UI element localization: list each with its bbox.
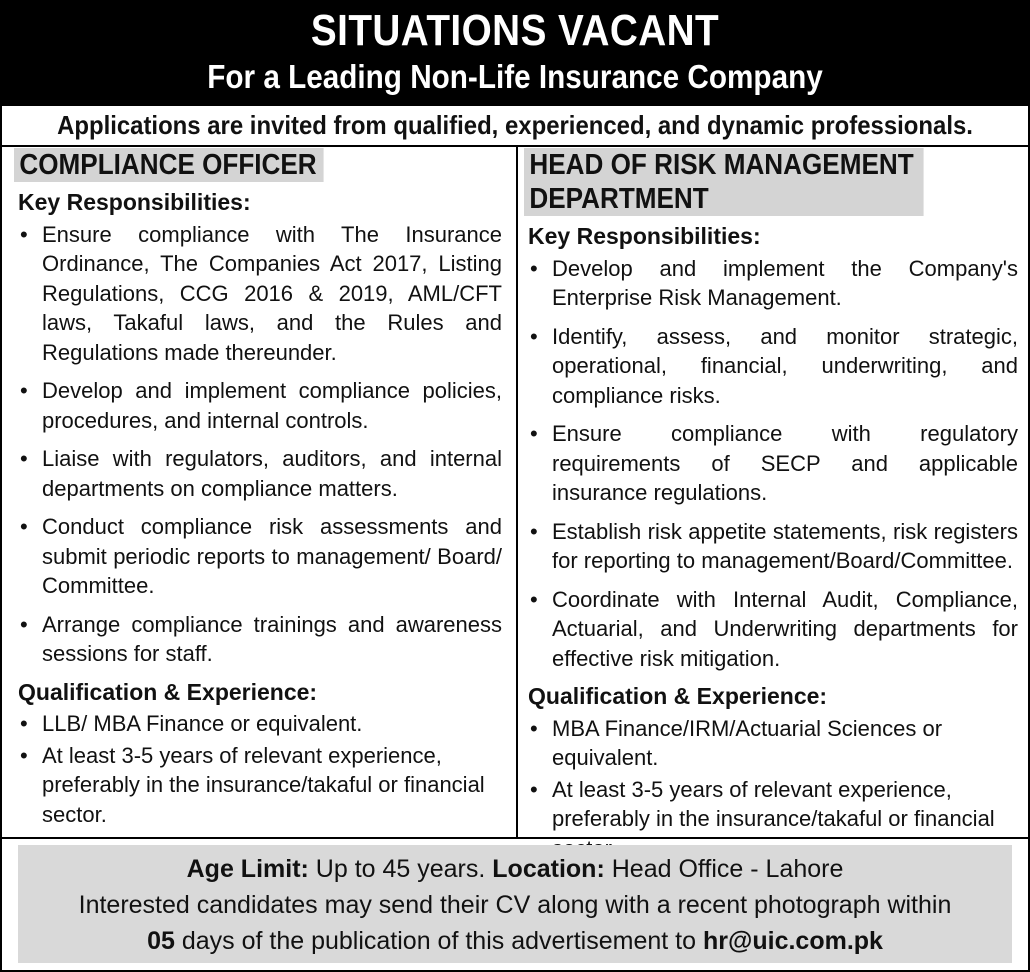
- list-item: • Arrange compliance trainings and awareness sessions for staff.: [14, 610, 502, 669]
- footer-line-2: Interested candidates may send their CV along with a recent photograph within: [78, 891, 952, 919]
- age-limit-value: Up to 45 years.: [315, 855, 486, 883]
- footer-line-1: [18, 851, 1012, 887]
- list-item: • Ensure compliance with regulatory requirements of SECP and applicable insurance regulations.: [524, 419, 1018, 508]
- contact-email[interactable]: hr@uic.com.pk: [702, 927, 883, 955]
- responsibilities-list: [14, 220, 502, 669]
- intro-text: Applications are invited from qualified, experienced, and dynamic professionals.: [57, 110, 973, 140]
- page-subtitle: For a Leading Non-Life Insurance Company: [207, 58, 823, 95]
- header-banner: [2, 2, 1028, 106]
- list-item: • Ensure compliance with The Insurance Ordinance, The Companies Act 2017, Listing Regulations, CCG 2016 & 2019, AML/CFT laws, Takaful laws, and the Rules and Regulations made thereunder.: [14, 220, 502, 368]
- list-item: • Develop and implement the Company's Enterprise Risk Management.: [524, 254, 1018, 313]
- list-item: • MBA Finance/IRM/Actuarial Sciences or equivalent.: [524, 714, 1018, 773]
- list-item: • Coordinate with Internal Audit, Compliance, Actuarial, and Underwriting departments for effective risk mitigation.: [524, 585, 1018, 674]
- section-heading: Qualification & Experience:: [528, 683, 828, 709]
- section-heading: Key Responsibilities:: [528, 223, 761, 249]
- job-column-compliance-officer: [14, 148, 502, 831]
- footer-line-3-text: days of the publication of this advertisement to: [181, 927, 697, 955]
- location-label: Location:: [492, 855, 605, 883]
- list-item: • Identify, assess, and monitor strategic, operational, financial, underwriting, and compliance risks.: [524, 322, 1018, 411]
- responsibilities-list: [524, 254, 1018, 674]
- page-title: SITUATIONS VACANT: [310, 6, 720, 55]
- age-limit-label: Age Limit:: [186, 855, 309, 883]
- qualifications-list: [14, 709, 502, 829]
- list-item: • Establish risk appetite statements, risk registers for reporting to management/Board/Committee.: [524, 517, 1018, 576]
- column-divider: [516, 145, 518, 837]
- list-item: • Conduct compliance risk assessments and submit periodic reports to management/ Board/ Committee.: [14, 512, 502, 601]
- job-title: HEAD OF RISK MANAGEMENT DEPARTMENT: [524, 148, 924, 216]
- section-heading: Qualification & Experience:: [18, 678, 318, 705]
- footer-line-3: [18, 923, 1012, 959]
- section-heading: Key Responsibilities:: [18, 189, 251, 215]
- days-count: 05: [147, 927, 175, 955]
- list-item: • LLB/ MBA Finance or equivalent.: [14, 709, 502, 739]
- list-item: • Liaise with regulators, auditors, and internal departments on compliance matters.: [14, 444, 502, 503]
- qualifications-list: [524, 714, 1018, 864]
- list-item: • Develop and implement compliance policies, procedures, and internal controls.: [14, 376, 502, 435]
- job-title: COMPLIANCE OFFICER: [14, 148, 324, 182]
- list-item: • At least 3-5 years of relevant experience, preferably in the insurance/takaful or financial: [524, 775, 1018, 864]
- footer-info: [18, 845, 1012, 963]
- job-column-head-of-risk: [524, 148, 1018, 865]
- list-item: • At least 3-5 years of relevant experience, preferably in the insurance/takaful or financial sector.: [14, 741, 502, 830]
- location-value: Head Office - Lahore: [611, 855, 844, 883]
- divider: [2, 145, 1028, 147]
